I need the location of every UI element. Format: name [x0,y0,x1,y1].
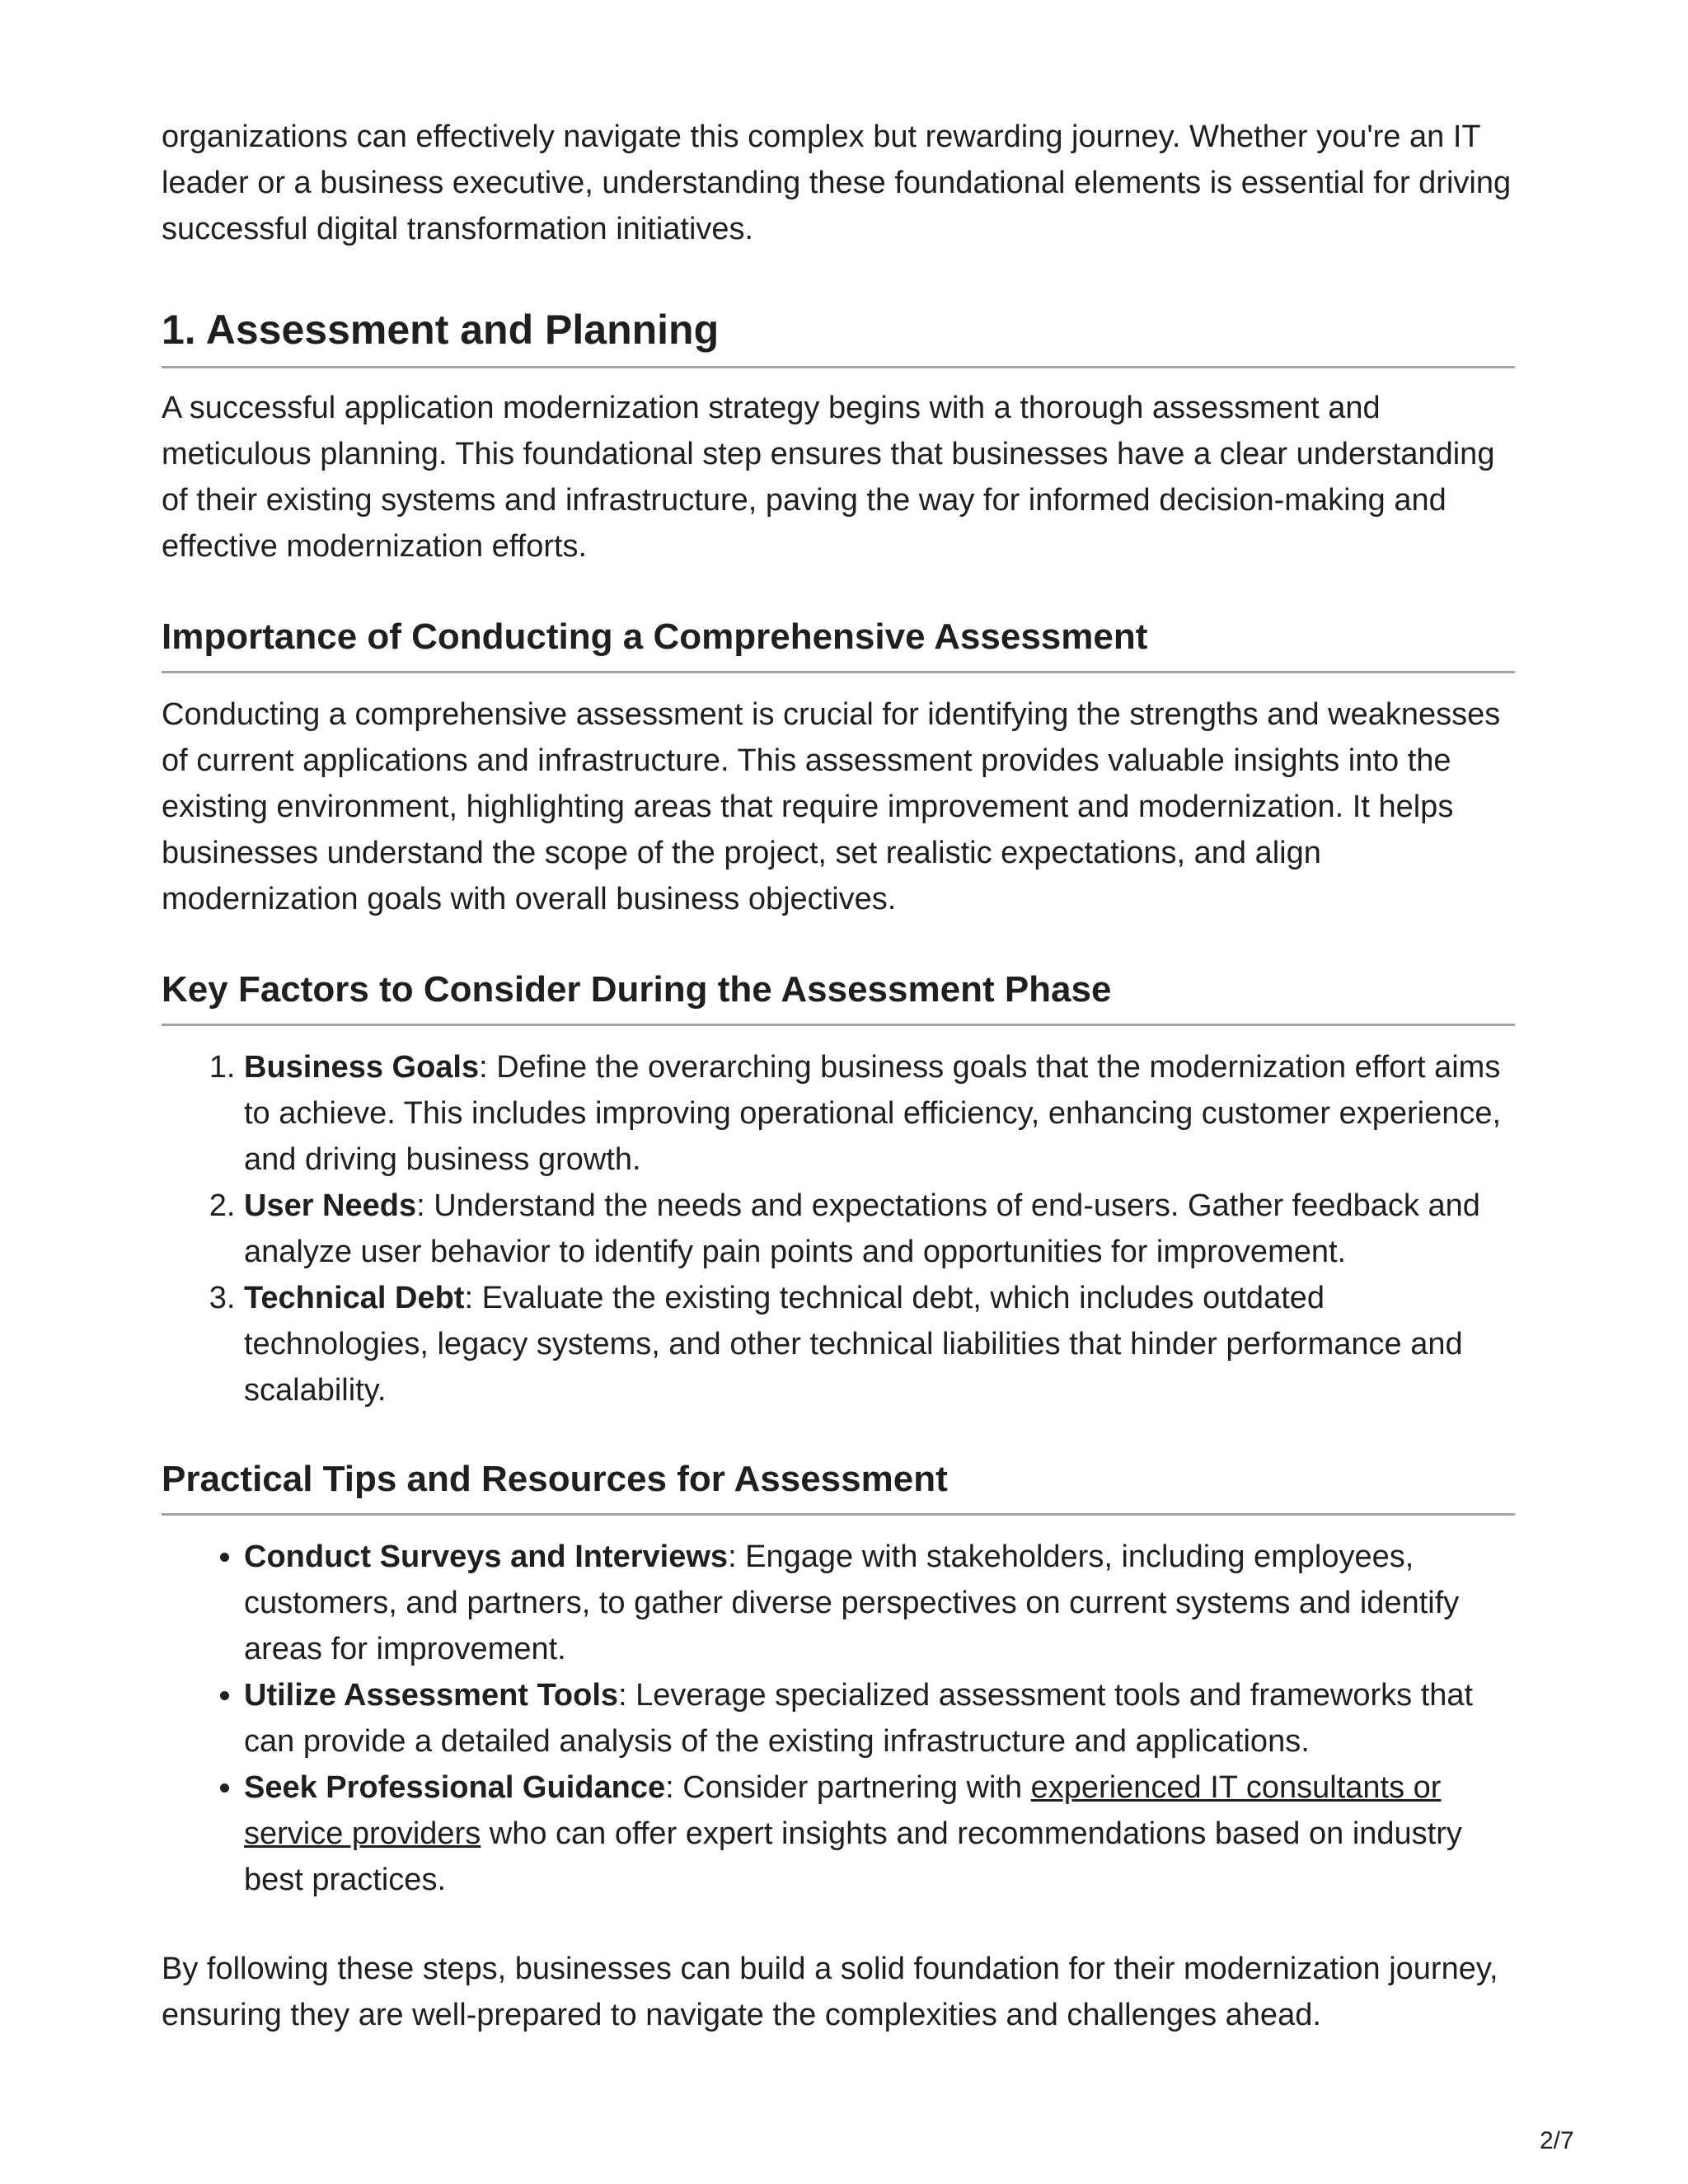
importance-paragraph: Conducting a comprehensive assessment is crucial for identifying the strengths and weaknesses of current applications and infrastructure. This assessment provides valuable insights into the existing environment, highlighting areas that require improvement and modernization. It helps businesses understand the scope of the project, set realistic expectations, and align modernization goals with overall business objectives. [162,697,1501,916]
list-item-term: Utilize Assessment Tools [244,1678,619,1713]
list-item [244,1765,1515,1903]
list-item [244,1044,1515,1183]
subheading-importance: Importance of Conducting a Comprehensive Assessment [162,614,1515,673]
list-item-term: Business Goals [244,1050,480,1085]
list-item-text: : Consider partnering with [665,1770,1031,1805]
list-item-text: : Understand the needs and expectations of end-users. Gather feedback and analyze user behavior to identify pain points and opportunities for improvement. [244,1188,1480,1269]
list-item-text: : Evaluate the existing technical debt, which includes outdated technologies, legacy systems, and other technical liabilities that hinder performance and scalability. [244,1281,1463,1408]
key-factors-list [162,1044,1515,1413]
list-item-text: : Leverage specialized assessment tools and frameworks that can provide a detailed analysis of the existing infrastructure and applications. [244,1678,1474,1759]
consultants-link[interactable]: experienced IT consultants or service providers [244,1770,1442,1851]
page-number: 2/7 [1540,2127,1574,2154]
conclusion-paragraph: By following these steps, businesses can build a solid foundation for their modernization journey, ensuring they are well-prepared to navigate the complexities and challenges ahead. [162,1952,1498,2032]
list-item-term: Conduct Surveys and Interviews [244,1540,729,1574]
section-heading-assessment-planning: 1. Assessment and Planning [162,303,1515,368]
list-item [244,1183,1515,1275]
list-item [244,1672,1515,1765]
list-item-term: Seek Professional Guidance [244,1770,666,1805]
list-item-text: : Define the overarching business goals that the modernization effort aims to achieve. This includes improving operational efficiency, enhancing customer experience, and driving business growth. [244,1050,1502,1177]
list-item [244,1275,1515,1413]
intro-paragraph: organizations can effectively navigate this complex but rewarding journey. Whether you're an IT leader or a business executive, understanding these foundational elements is essential for driving successful digital transformation initiatives. [162,120,1512,246]
list-item-text-after: who can offer expert insights and recommendations based on industry best practices. [244,1816,1462,1897]
list-item [244,1534,1515,1672]
list-item-text: : Engage with stakeholders, including employees, customers, and partners, to gather diverse perspectives on current systems and identify areas for improvement. [244,1540,1460,1666]
subheading-key-factors: Key Factors to Consider During the Assessment Phase [162,967,1515,1026]
list-item-term: Technical Debt [244,1281,465,1315]
document-page [162,114,1515,2038]
list-item-term: User Needs [244,1188,417,1223]
practical-tips-list [162,1534,1515,1903]
subheading-practical-tips: Practical Tips and Resources for Assessment [162,1456,1515,1516]
assessment-planning-paragraph: A successful application modernization strategy begins with a thorough assessment and meticulous planning. This foundational step ensures that businesses have a clear understanding of their existing systems and infrastructure, paving the way for informed decision-making and effective modernization efforts. [162,391,1495,564]
